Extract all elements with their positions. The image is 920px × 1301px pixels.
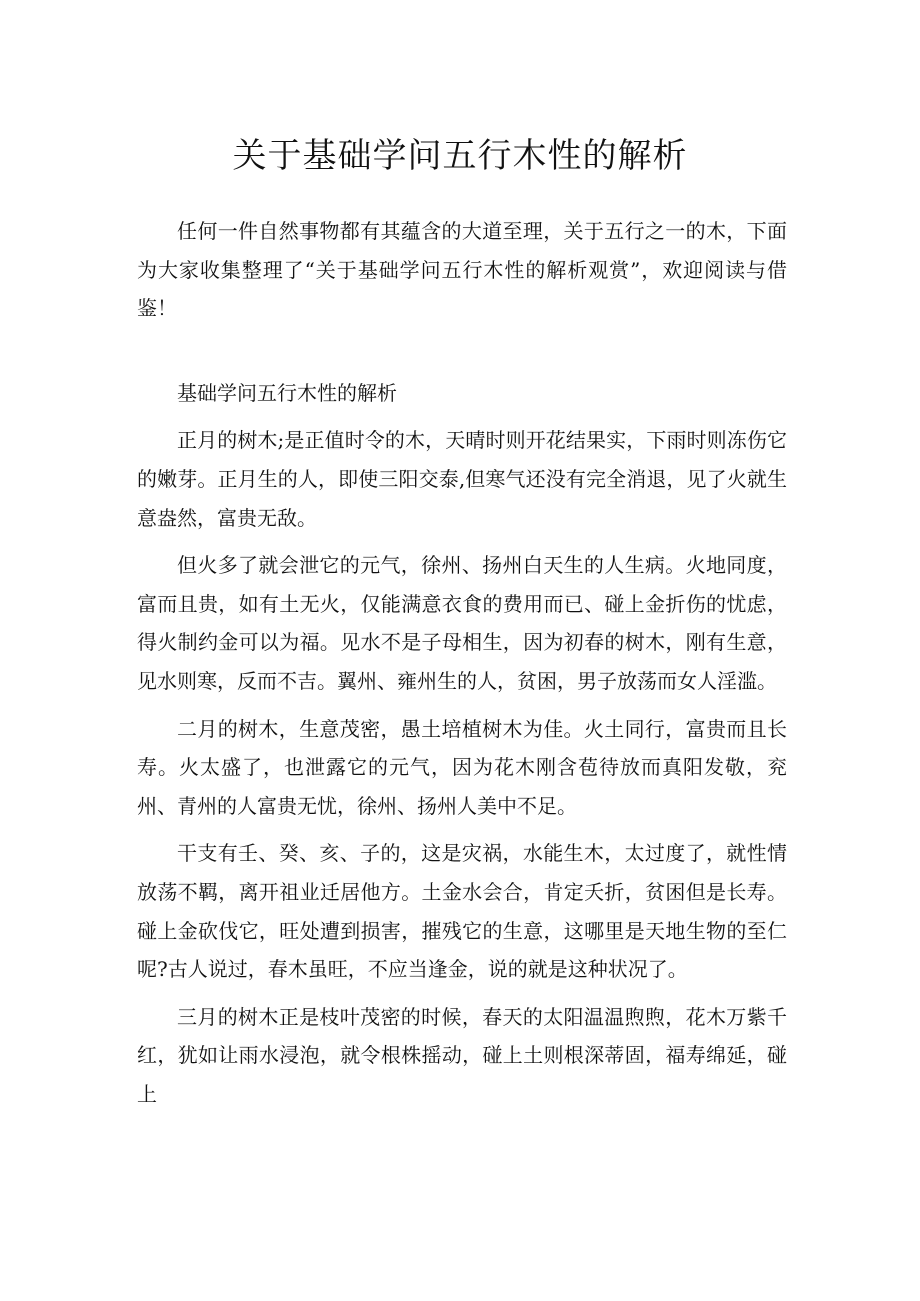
paragraph-third-month: 三月的树木正是枝叶茂密的时候，春天的太阳温温煦煦，花木万紫千红，犹如让雨水浸泡，就令根株摇动，碰上土则根深蒂固，福寿绵延，碰上 <box>137 1004 787 1106</box>
paragraph-second-month: 二月的树木，生意茂密，愚土培植树木为佳。火土同行，富贵而且长寿。火太盛了，也泄露它的元气，因为花木刚含苞待放而真阳发敬，兖州、青州的人富贵无忧，徐州、扬州人美中不足。 <box>137 716 787 818</box>
paragraph-fire-excess: 但火多了就会泄它的元气，徐州、扬州白天生的人生病。火地同度，富而且贵，如有土无火，仅能满意衣食的费用而已、碰上金折伤的忧虑，得火制约金可以为福。见水不是子母相生，因为初春的树木，刚有生意，见水则寒，反而不吉。翼州、雍州生的人，贫困，男子放荡而女人淫滥。 <box>137 553 787 693</box>
section-heading: 基础学问五行木性的解析 <box>177 380 397 405</box>
paragraph-water-metal: 干支有壬、癸、亥、子的，这是灾祸，水能生木，太过度了，就性情放荡不羁，离开祖业迁居他方。土金水会合，肯定夭折，贫困但是长寿。碰上金砍伐它，旺处遭到损害，摧残它的生意，这哪里是天地生物的至仁呢?古人说过，春木虽旺，不应当逢金，说的就是这种状况了。 <box>137 841 787 982</box>
document-title: 关于基础学问五行木性的解析 <box>232 136 688 176</box>
document-body <box>137 212 787 1113</box>
intro-paragraph: 任何一件自然事物都有其蕴含的大道至理，关于五行之一的木，下面为大家收集整理了“关于基础学问五行木性的解析观赏”，欢迎阅读与借鉴！ <box>137 219 787 321</box>
paragraph-first-month: 正月的树木;是正值时令的木，天晴时则开花结果实，下雨时则冻伤它的嫩芽。正月生的人，即使三阳交泰,但寒气还没有完全消退，见了火就生意盎然，富贵无敌。 <box>137 428 787 530</box>
